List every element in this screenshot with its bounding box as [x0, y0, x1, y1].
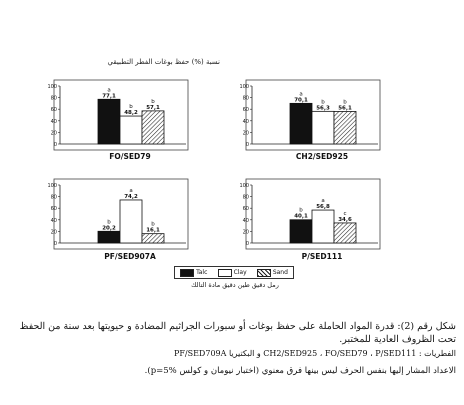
y-tick-label: 60 [242, 206, 249, 213]
y-tick-label: 40 [50, 118, 57, 125]
legend [174, 266, 294, 279]
bar-sand [334, 223, 356, 243]
legend-swatch-sand [257, 269, 271, 277]
y-tick-label: 20 [242, 130, 249, 137]
data-label: 56,8 [316, 204, 330, 211]
data-label: 56,3 [316, 105, 330, 112]
data-label: 56,1 [338, 105, 352, 112]
bar-clay [312, 111, 334, 144]
y-tick-label: 80 [50, 95, 57, 102]
chart-svg [232, 78, 382, 178]
y-tick-label: 100 [239, 183, 249, 189]
y-tick-label: 100 [47, 84, 57, 90]
bar-clay [312, 210, 334, 243]
y-tick-label: 0 [245, 142, 249, 148]
data-label: 16,1 [146, 227, 160, 234]
caption-title: قدرة المواد الحاملة على حفظ بوغات أو سبورات الجراثيم المضادة و حيويتها بعد سنة من الحفظ تحت الظروف العادية للمختبر. [19, 321, 456, 345]
data-label: 40,1 [294, 213, 308, 220]
chart-panel-pf-sed907a [40, 177, 190, 277]
data-label: 34,6 [338, 216, 352, 223]
data-label: 77,1 [102, 93, 116, 100]
y-tick-label: 0 [53, 142, 57, 148]
chart-svg [40, 78, 190, 178]
legend-label-clay: Clay [233, 269, 247, 276]
y-tick-label: 0 [245, 241, 249, 247]
legend-item-sand [257, 269, 288, 277]
bar-talc [290, 103, 312, 144]
y-tick-label: 0 [53, 241, 57, 247]
y-tick-label: 40 [50, 217, 57, 224]
bar-talc [290, 220, 312, 243]
y-tick-label: 20 [50, 229, 57, 236]
bar-sand [142, 111, 164, 144]
caption-title-line [6, 320, 456, 346]
legend-arabic-labels: رمل دقيق طين دقيق مادة التالك [191, 281, 279, 289]
data-label: 20,2 [102, 225, 116, 232]
significance-letter: a [107, 87, 111, 94]
significance-letter: b [129, 104, 133, 111]
significance-letter: c [343, 210, 347, 217]
bar-talc [98, 231, 120, 243]
significance-letter: a [321, 198, 325, 205]
chart-panel-fo-sed79 [40, 78, 190, 178]
chart-title: CH2/SED925 [295, 152, 349, 161]
chart-title: FO/SED79 [109, 152, 151, 161]
data-label: 74,2 [124, 193, 138, 200]
bar-sand [142, 234, 164, 243]
legend-item-talc [180, 269, 207, 277]
chart-svg [232, 177, 382, 277]
chart-panel-ch2-sed925 [232, 78, 382, 178]
significance-letter: b [151, 221, 155, 228]
caption-label: شكل رقم (2): [397, 321, 456, 332]
bar-talc [98, 99, 120, 144]
y-tick-label: 80 [242, 194, 249, 201]
legend-swatch-talc [180, 269, 194, 277]
data-label: 57,1 [146, 104, 160, 111]
y-tick-label: 40 [242, 217, 249, 224]
y-axis-title: نسبة (%) حفظ بوغات الفطر التطبيقي [107, 58, 220, 66]
y-tick-label: 60 [50, 206, 57, 213]
bar-clay [120, 200, 142, 243]
data-label: 48,2 [124, 110, 138, 117]
legend-item-clay [218, 269, 247, 277]
significance-letter: b [321, 99, 325, 106]
legend-label-talc: Talc [196, 269, 208, 276]
significance-letter: b [107, 219, 111, 226]
figure-caption [6, 320, 456, 377]
bar-sand [334, 111, 356, 144]
chart-panel-p-sed111 [232, 177, 382, 277]
y-tick-label: 20 [50, 130, 57, 137]
bar-clay [120, 116, 142, 144]
y-tick-label: 60 [50, 107, 57, 114]
y-tick-label: 20 [242, 229, 249, 236]
caption-note: الاعداد المشار إليها بنفس الحرف ليس بينها فرق معنوي (اختبار نيومان و كولس p=5%). [144, 366, 456, 376]
legend-swatch-clay [218, 269, 232, 277]
y-tick-label: 60 [242, 107, 249, 114]
significance-letter: b [151, 98, 155, 105]
significance-letter: b [299, 207, 303, 214]
y-tick-label: 80 [50, 194, 57, 201]
significance-letter: b [343, 99, 347, 106]
y-tick-label: 80 [242, 95, 249, 102]
y-tick-label: 100 [47, 183, 57, 189]
legend-label-sand: Sand [272, 269, 288, 276]
significance-letter: a [299, 91, 303, 98]
caption-strains: الفطريات : CH2/SED925 ، FO/SED79 ، P/SED111 و البكتيريا PF/SED709A [173, 349, 456, 358]
chart-svg [40, 177, 190, 277]
y-tick-label: 100 [239, 84, 249, 90]
significance-letter: a [129, 187, 133, 194]
y-tick-label: 40 [242, 118, 249, 125]
data-label: 70,1 [294, 97, 308, 104]
chart-title: P/SED111 [301, 252, 343, 261]
chart-title: PF/SED907A [104, 252, 156, 261]
